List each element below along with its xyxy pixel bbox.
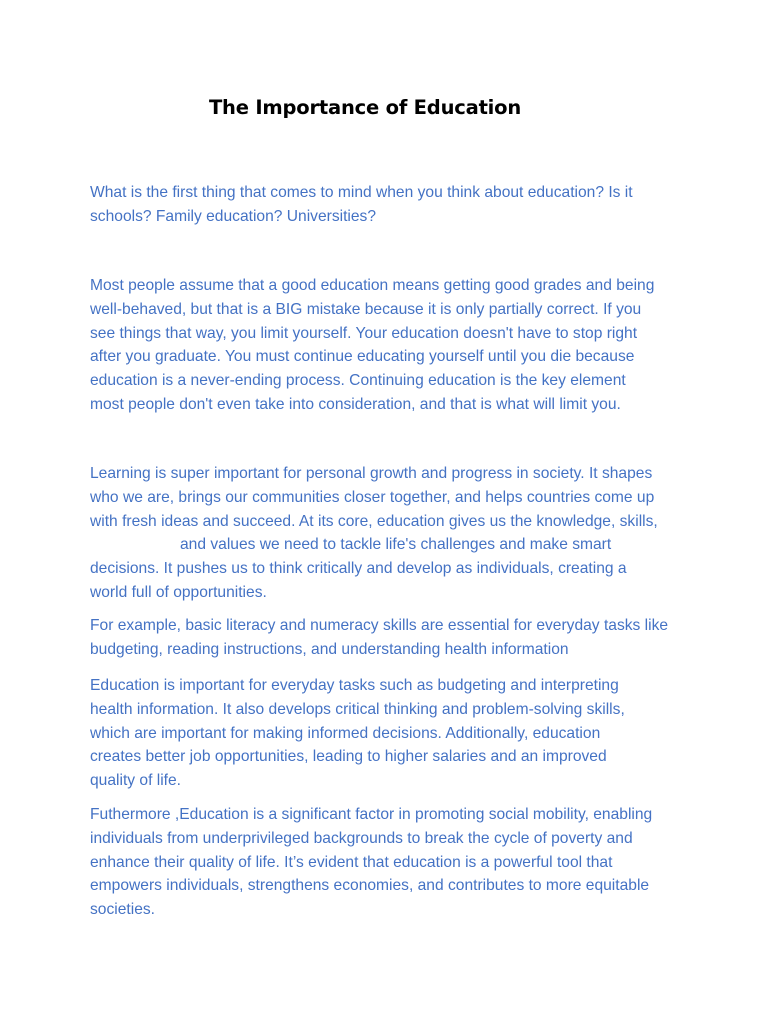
- paragraph-line: Most people assume that a good education means getting good grades and being: [90, 277, 655, 294]
- paragraph-line: budgeting, reading instructions, and understanding health information: [90, 640, 569, 658]
- paragraph-line: and values we need to tackle life's challenges and make smart: [180, 536, 612, 554]
- paragraph-learning-importance: [90, 462, 690, 605]
- paragraph-line: Education is important for everyday tasks such as budgeting and interpreting: [90, 677, 619, 694]
- page-title: The Importance of Education: [208, 96, 522, 119]
- paragraph-line: quality of life.: [90, 772, 182, 790]
- paragraph-line: who we are, brings our communities closer together, and helps countries come up: [90, 488, 655, 506]
- paragraph-line: health information. It also develops critical thinking and problem-solving skills,: [90, 700, 625, 718]
- paragraph-line: most people don't even take into consideration, and that is what will limit you.: [90, 395, 621, 413]
- paragraph-line: individuals from underprivileged backgrounds to break the cycle of poverty and: [90, 829, 633, 847]
- paragraph-line: societies.: [90, 901, 156, 919]
- paragraph-line: see things that way, you limit yourself. Your education doesn't have to stop right: [90, 324, 638, 342]
- paragraph-line: with fresh ideas and succeed. At its core, education gives us the knowledge, skills,: [90, 512, 658, 530]
- paragraph-line: creates better job opportunities, leading to higher salaries and an improved: [90, 748, 607, 766]
- paragraph-example: [90, 614, 690, 662]
- paragraph-line: after you graduate. You must continue educating yourself until you die because: [90, 348, 635, 366]
- paragraph-common-assumption: [90, 274, 690, 417]
- paragraph-line: education is a never-ending process. Continuing education is the key element: [90, 372, 626, 390]
- paragraph-line: What is the first thing that comes to mind when you think about education? Is it: [90, 184, 633, 201]
- paragraph-line: world full of opportunities.: [90, 583, 267, 601]
- paragraph-line: For example, basic literacy and numeracy skills are essential for everyday tasks like: [90, 617, 669, 634]
- paragraph-line: Learning is super important for personal growth and progress in society. It shapes: [90, 465, 653, 482]
- paragraph-line: which are important for making informed decisions. Additionally, education: [90, 724, 601, 742]
- paragraph-line: decisions. It pushes us to think critically and develop as individuals, creating a: [90, 560, 627, 578]
- paragraph-line: enhance their quality of life. It’s evident that education is a powerful tool that: [90, 853, 613, 871]
- paragraph-everyday-tasks: [90, 674, 690, 793]
- paragraph-line: empowers individuals, strengthens economies, and contributes to more equitable: [90, 877, 650, 895]
- paragraph-intro: [90, 181, 690, 229]
- paragraph-line: well-behaved, but that is a BIG mistake because it is only partially correct. If you: [90, 300, 642, 318]
- paragraph-line: schools? Family education? Universities?: [90, 207, 377, 225]
- paragraph-line: Futhermore ,Education is a significant factor in promoting social mobility, enabling: [90, 806, 653, 823]
- paragraph-social-mobility: [90, 803, 690, 922]
